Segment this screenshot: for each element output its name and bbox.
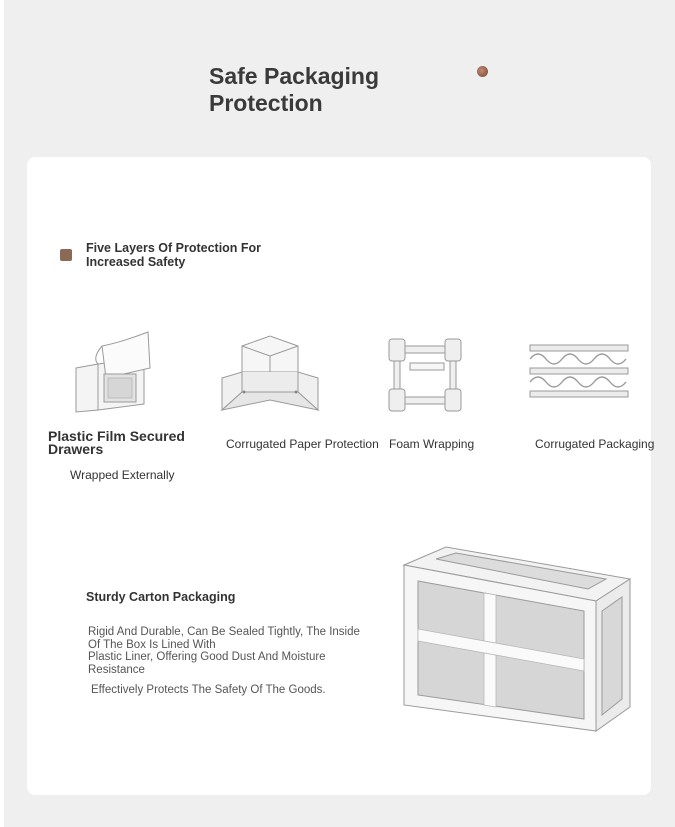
layer-label-corrugated-packaging: Corrugated Packaging bbox=[535, 437, 655, 451]
layer-sublabel-plastic-film: Wrapped Externally bbox=[70, 468, 175, 482]
plastic-film-drawer-icon bbox=[72, 328, 154, 414]
carton-description-line-1: Rigid And Durable, Can Be Sealed Tightly, The Inside Of The Box Is Lined With bbox=[88, 626, 360, 651]
carton-title: Sturdy Carton Packaging bbox=[86, 590, 236, 604]
corrugated-corner-icon bbox=[220, 334, 320, 412]
bullet-square-icon bbox=[60, 249, 72, 261]
layer-label-plastic-film: Plastic Film Secured Drawers bbox=[48, 428, 185, 457]
decorative-dot-icon bbox=[477, 66, 488, 77]
carton-description-line-2: Plastic Liner, Offering Good Dust And Moisture Resistance bbox=[88, 651, 326, 676]
carton-box-icon bbox=[400, 545, 634, 735]
corrugated-layers-icon bbox=[528, 343, 630, 401]
layer-label-corrugated-paper: Corrugated Paper Protection bbox=[226, 437, 379, 451]
foam-frame-icon bbox=[386, 336, 464, 414]
carton-description-line-3: Effectively Protects The Safety Of The Goods. bbox=[91, 684, 326, 696]
section-headline: Five Layers Of Protection For Increased Safety bbox=[86, 241, 262, 269]
layer-label-foam-wrapping: Foam Wrapping bbox=[389, 437, 475, 451]
page-title: Safe Packaging Protection bbox=[209, 63, 380, 116]
